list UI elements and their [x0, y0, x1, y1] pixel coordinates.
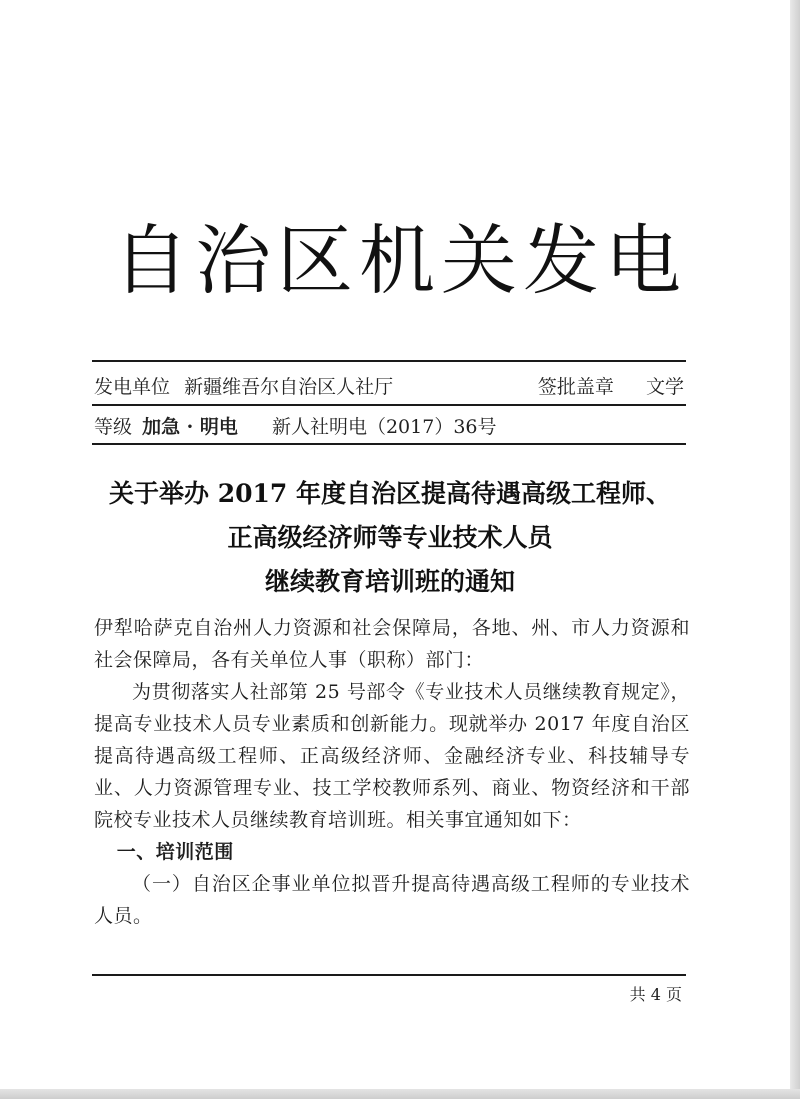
- section-item: （一）自治区企事业单位拟晋升提高待遇高级工程师的专业技术人员。: [94, 873, 690, 927]
- body-paragraph: 为贯彻落实人社部第 25 号部令《专业技术人员继续教育规定》，提高专业技术人员专业素质和创新能力。现就举办 2017 年度自治区提高待遇高级工程师、正高级经济师、金融经济专业、科技辅导专业、人力资源管理专业、技工学校教师系列、商业、物资经济和干部院校专业技术人员继续教育培训班。相关事宜通知如下：: [94, 681, 690, 831]
- document-title: [90, 472, 690, 604]
- sender-value: 新疆维吾尔自治区人社厅: [184, 376, 394, 398]
- scan-edge-right: [790, 0, 800, 1099]
- title-line-3: 继续教育培训班的通知: [264, 567, 515, 596]
- title-line-2: 正高级经济师等专业技术人员: [227, 523, 553, 552]
- sender-label: 发电单位: [94, 376, 171, 398]
- document-body: [94, 612, 690, 932]
- title-line-1: 关于举办 2017 年度自治区提高待遇高级工程师、: [109, 479, 671, 508]
- salutation: 伊犁哈萨克自治州人力资源和社会保障局，各地、州、市人力资源和社会保障局，各有关单位人事（职称）部门：: [94, 617, 690, 671]
- footer-rule: [92, 974, 686, 976]
- sign-label: 签批盖章: [537, 376, 614, 398]
- sign-value: 文学: [645, 376, 684, 398]
- header-rule-middle: [92, 404, 686, 406]
- doc-number: 新人社明电（2017）36号: [271, 416, 497, 438]
- section-heading: 一、培训范围: [116, 841, 234, 863]
- sender-row: [94, 372, 684, 399]
- sign-block: [538, 372, 684, 399]
- scan-edge-bottom: [0, 1089, 800, 1099]
- grade-row: [94, 412, 684, 439]
- header-rule-top: [92, 360, 686, 362]
- grade-label: 等级: [94, 416, 133, 438]
- grade-value: 加急 · 明电: [142, 416, 238, 438]
- header-rule-bottom: [92, 443, 686, 445]
- page-count: 共 4 页: [629, 985, 682, 1004]
- masthead-title: 自治区机关发电: [113, 216, 687, 305]
